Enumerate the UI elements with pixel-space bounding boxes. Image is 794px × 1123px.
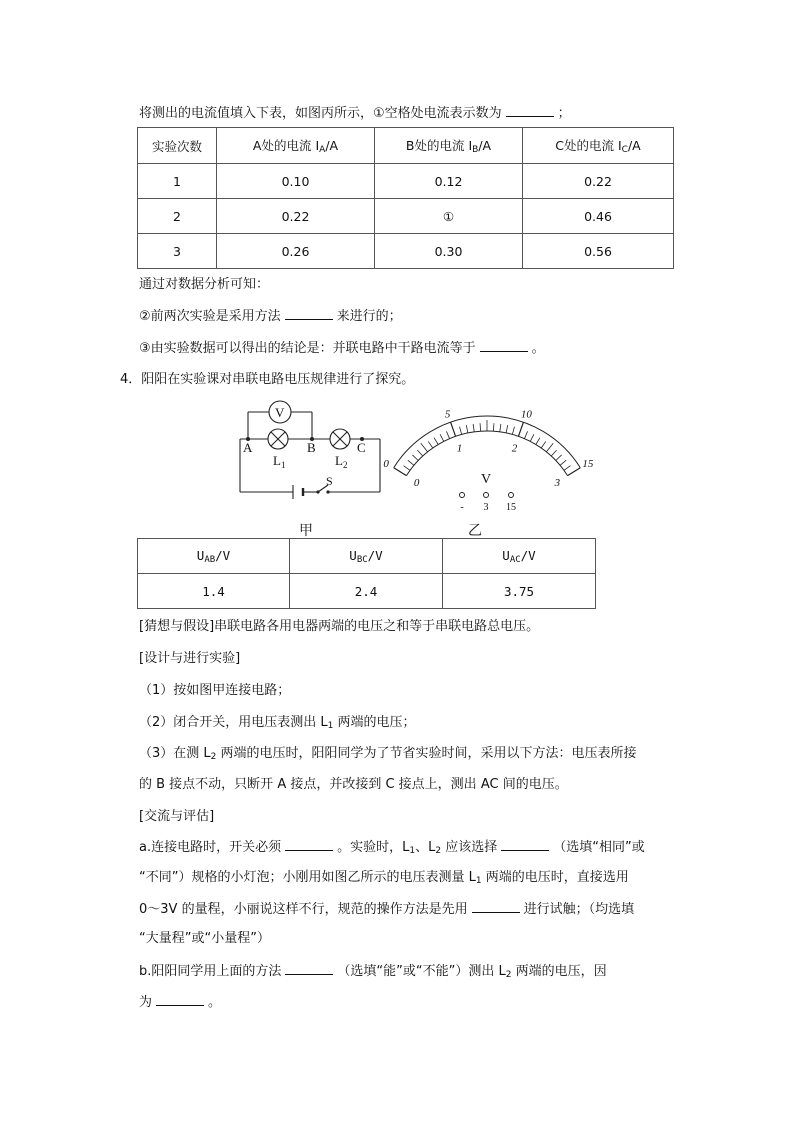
cell-ia: 0.22 (217, 199, 375, 234)
header-current-a: A处的电流 $I_A/A$ (217, 128, 375, 164)
item-2 (139, 307, 402, 326)
scale-tick (408, 460, 414, 465)
step-2: （2）闭合开关，用电压表测出 $L_1$ 两端的电压； (139, 715, 416, 731)
answer-blank-2[interactable] (285, 307, 333, 320)
table-row (138, 164, 674, 199)
scale-tick (560, 460, 566, 465)
scale-tick (394, 468, 407, 476)
item-2-end: 来进行的； (336, 309, 402, 324)
inner-tick-label: 1 (456, 442, 463, 455)
scale-tick (536, 438, 540, 445)
scale-tick (404, 466, 410, 471)
caption-yi: 乙 (468, 523, 482, 539)
header-uab: $U_{AB}/V$ (138, 539, 290, 574)
question-4-title: 4．阳阳在实验课对串联电路电压规律进行了探究。 (120, 372, 415, 387)
scale-tick (428, 441, 433, 448)
q3-intro (139, 104, 571, 123)
outer-tick-label: 10 (520, 408, 532, 421)
cell-ubc: 2.4 (290, 574, 443, 609)
outer-tick-label: 5 (444, 408, 451, 421)
point-b-label: B (307, 440, 316, 455)
scale-tick (434, 438, 438, 445)
scale-tick (541, 441, 546, 448)
cell-uac: 3.75 (443, 574, 596, 609)
hypothesis-text: [猜想与假设]串联电路各用电器两端的电压之和等于串联电路总电压。 (139, 619, 540, 634)
scale-tick (524, 431, 527, 438)
answer-blank-6[interactable] (472, 900, 520, 913)
eval-b-line-2: 为 。 (139, 995, 222, 1010)
inner-tick-label: 3 (554, 477, 561, 490)
cell-ib-blank: ① (375, 199, 523, 234)
scale-tick (564, 466, 570, 471)
terminal-label: 3 (483, 502, 489, 513)
cell-uab: 1.4 (138, 574, 290, 609)
scale-tick (493, 423, 494, 431)
eval-a-line-2: “不同”）规格的小灯泡；小刚用如图乙所示的电压表测量 $L_1$ 两端的电压时，直接选用 (139, 870, 629, 886)
step-1: （1）按如图甲连接电路； (139, 683, 291, 698)
cell-ib: 0.30 (375, 234, 523, 269)
terminal-label: - (460, 502, 464, 513)
analysis-text: 通过对数据分析可知： (139, 277, 270, 292)
q3-intro-text: 将测出的电流值填入下表，如图丙所示，①空格处电流表示数为 (139, 106, 502, 121)
cell-ic: 0.22 (523, 164, 674, 199)
caption-jia: 甲 (299, 523, 313, 539)
answer-blank-4[interactable] (285, 838, 333, 851)
cell-ia: 0.26 (217, 234, 375, 269)
scale-tick (451, 422, 456, 436)
voltmeter-label: V (275, 405, 285, 420)
answer-blank-8[interactable] (156, 993, 204, 1006)
cell-trial: 2 (138, 199, 217, 234)
meter-unit-label: V (481, 472, 492, 487)
lamp-l1-label: $L_1$ (273, 453, 286, 470)
switch-label: S (326, 474, 333, 488)
step-3-line-1: （3）在测 $L_2$ 两端的电压时，阳阳同学为了节省实验时间，采用以下方法：电压表所接 (139, 746, 637, 762)
inner-tick-label: 2 (511, 442, 518, 455)
scale-tick (417, 450, 422, 456)
lamp-l1-icon (268, 429, 288, 449)
header-current-b: B处的电流 $I_B/A$ (375, 128, 523, 164)
header-current-c: C处的电流 $I_C/A$ (523, 128, 674, 164)
eval-a-line-4: “大量程”或“小量程”） (139, 931, 270, 946)
cell-ia: 0.10 (217, 164, 375, 199)
scale-tick (460, 427, 462, 435)
scale-tick (506, 425, 508, 433)
scale-tick (512, 427, 514, 435)
scale-tick (440, 434, 444, 441)
eval-title: [交流与评估] (139, 809, 215, 824)
scale-tick (530, 434, 534, 441)
scale-tick (546, 443, 553, 452)
scale-tick (466, 425, 468, 433)
cell-trial: 1 (138, 164, 217, 199)
cell-trial: 3 (138, 234, 217, 269)
battery-icon (293, 485, 303, 499)
answer-blank-1[interactable] (506, 104, 554, 117)
answer-blank-3[interactable] (480, 339, 528, 352)
item-3 (139, 339, 545, 358)
scale-tick (446, 431, 449, 438)
item-3-end: 。 (531, 341, 545, 356)
step-3-line-2: 的 B 接点不动，只断开 A 接点，并改接到 C 接点上，测出 AC 间的电压。 (139, 777, 568, 792)
current-table (137, 127, 674, 269)
current-table-header (138, 128, 674, 164)
scale-tick (480, 423, 481, 431)
inner-tick-label: 0 (413, 477, 420, 490)
point-c-label: C (357, 440, 366, 455)
outer-tick-label: 0 (383, 457, 389, 470)
scale-tick (556, 455, 562, 461)
point-a-label: A (243, 440, 253, 455)
q3-intro-end: ； (557, 106, 571, 121)
scale-tick (500, 424, 501, 432)
scale-tick (473, 424, 474, 432)
header-ubc: $U_{BC}/V$ (290, 539, 443, 574)
scale-arc (406, 431, 567, 476)
scale-tick (551, 450, 556, 456)
item-2-text: ②前两次实验是采用方法 (139, 309, 281, 324)
cell-ic: 0.46 (523, 199, 674, 234)
voltage-table-header (138, 539, 596, 574)
voltage-table (137, 538, 596, 609)
eval-a-line-3: 0～3V 的量程，小丽说这样不行，规范的操作方法是先用 进行试触；（均选填 (139, 902, 635, 917)
header-trial-count: 实验次数 (138, 128, 217, 164)
scale-tick (568, 468, 581, 476)
cell-ib: 0.12 (375, 164, 523, 199)
terminal-icon (460, 493, 514, 498)
terminal-label: 15 (506, 502, 516, 513)
answer-blank-7[interactable] (285, 962, 333, 975)
scale-tick (518, 422, 523, 436)
table-row (138, 574, 596, 609)
answer-blank-5[interactable] (501, 838, 549, 851)
lamp-l2-label: $L_2$ (335, 453, 348, 470)
outer-tick-label: 15 (582, 457, 594, 470)
item-3-text: ③由实验数据可以得出的结论是：并联电路中干路电流等于 (139, 341, 476, 356)
eval-a-line-1: a.连接电路时，开关必须 。实验时，$L_1$、$L_2$ 应该选择 （选填“相同”或 (139, 840, 645, 856)
lamp-l2-icon (330, 429, 350, 449)
design-title: [设计与进行实验] (139, 651, 241, 666)
header-uac: $U_{AC}/V$ (443, 539, 596, 574)
table-row (138, 234, 674, 269)
table-row (138, 199, 674, 234)
switch-icon (316, 490, 329, 493)
circuit-diagram (230, 395, 390, 500)
cell-ic: 0.56 (523, 234, 674, 269)
scale-tick (412, 455, 418, 461)
eval-b-line-1: b.阳阳同学用上面的方法 （选填“能”或“不能”）测出 $L_2$ 两端的电压，因 (139, 964, 607, 980)
voltmeter-dial (383, 398, 594, 516)
scale-tick (421, 443, 428, 452)
